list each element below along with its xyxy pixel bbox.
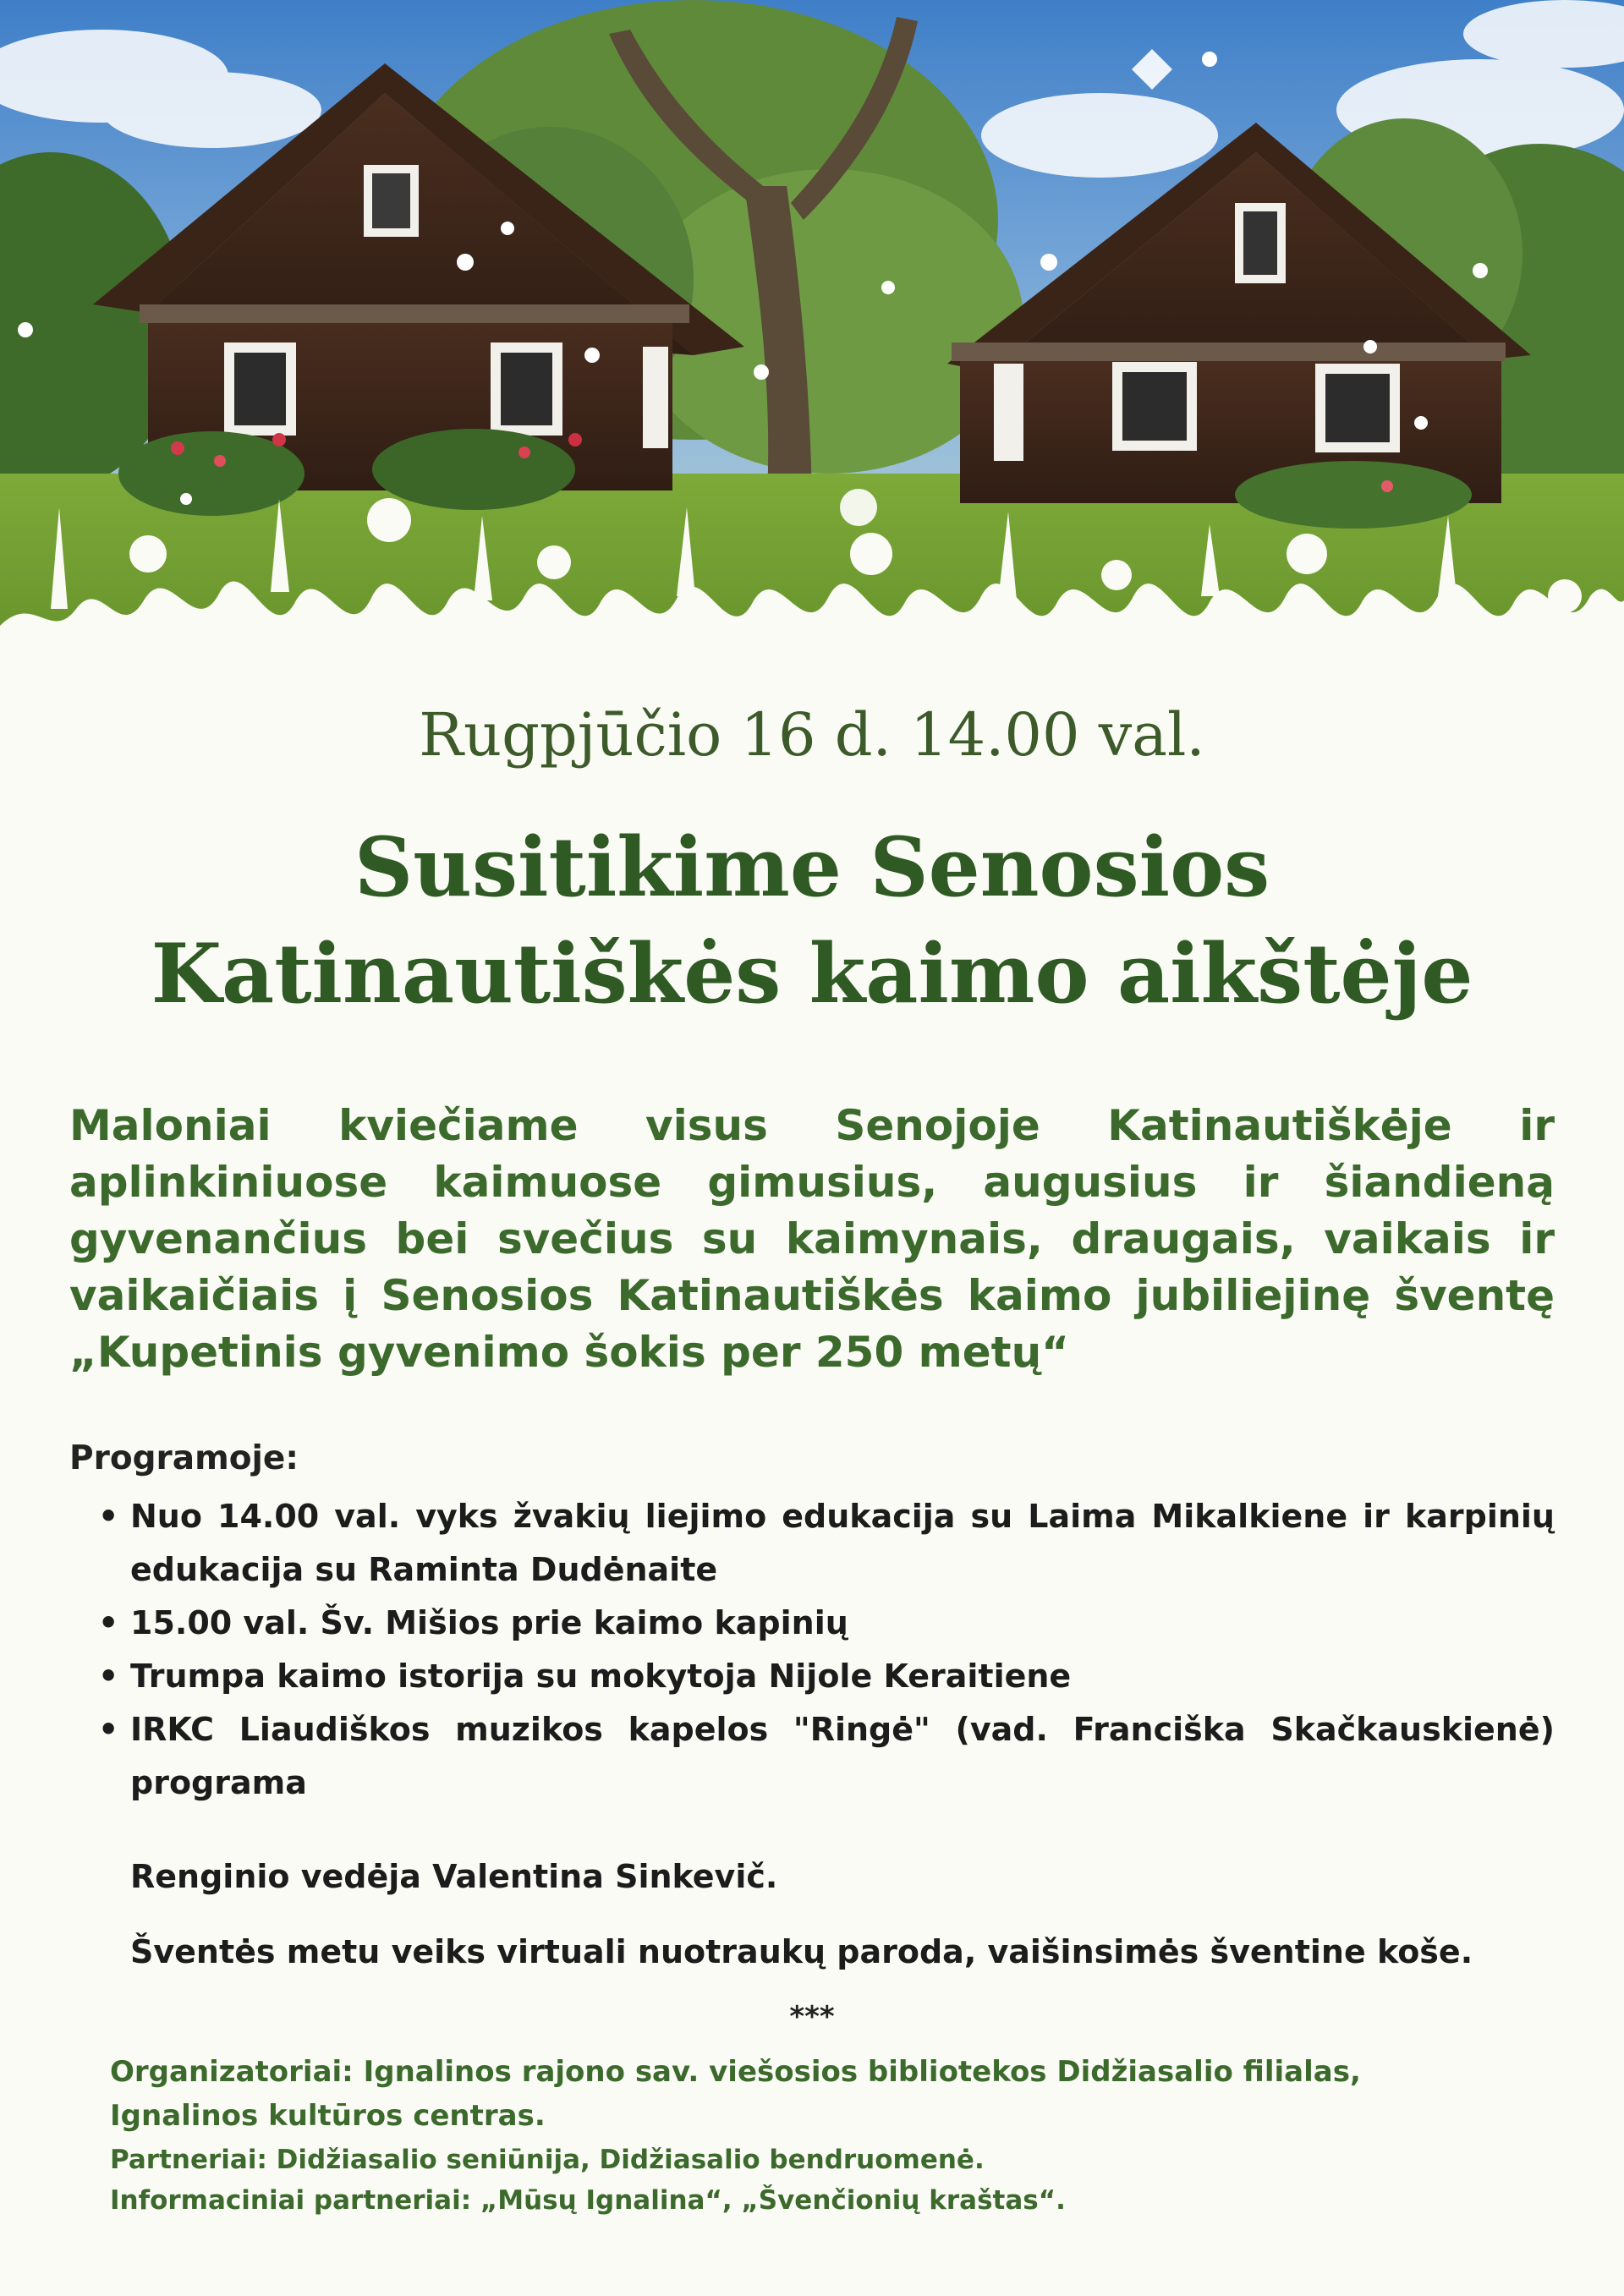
bullet-icon: • bbox=[98, 1711, 119, 1748]
program-item-text: Trumpa kaimo istorija su mokytoja Nijole Keraitiene bbox=[130, 1658, 1072, 1695]
bullet-icon: • bbox=[98, 1658, 119, 1695]
invitation-text: Maloniai kviečiame visus Senojoje Katinautiškėje ir aplinkiniuose kaimuose gimusius, augusius ir šiandieną gyvenančius bei svečius su kaimynais, draugais, vaikais ir vaikaičiais į Senosios Katinautiškės kaimo jubiliejinę šventę „Kupetinis gyvenimo šokis per 250 metų“ bbox=[69, 1101, 1555, 1377]
program-item bbox=[98, 1597, 1555, 1650]
program-item bbox=[98, 1650, 1555, 1703]
bullet-icon: • bbox=[98, 1604, 119, 1641]
hero-image bbox=[0, 0, 1624, 719]
organizers-line-1: Organizatoriai: Ignalinos rajono sav. viešosios bibliotekos Didžiasalio filialas, bbox=[110, 2055, 1361, 2089]
title-line-2: Katinautiškės kaimo aikštėje bbox=[151, 926, 1473, 1022]
event-date: Rugpjūčio 16 d. 14.00 val. bbox=[419, 700, 1205, 770]
bullet-icon: • bbox=[98, 1498, 119, 1535]
program-item bbox=[98, 1703, 1555, 1810]
program-list bbox=[98, 1490, 1555, 1810]
organizers-line-2: Ignalinos kultūros centras. bbox=[110, 2099, 546, 2133]
title-line-1: Susitikime Senosios bbox=[354, 819, 1270, 915]
page-title bbox=[0, 814, 1624, 1027]
program-item bbox=[98, 1490, 1555, 1597]
info-partners: Informaciniai partneriai: „Mūsų Ignalina“, „Švenčionių kraštas“. bbox=[110, 2185, 1066, 2216]
event-host: Renginio vedėja Valentina Sinkevič. bbox=[130, 1858, 778, 1895]
program-heading: Programoje: bbox=[69, 1439, 299, 1477]
partners: Partneriai: Didžiasalio seniūnija, Didžiasalio bendruomenė. bbox=[110, 2145, 985, 2175]
program-item-text: Nuo 14.00 val. vyks žvakių liejimo edukacija su Laima Mikalkiene ir karpinių edukacija su Raminta Dudėnaite bbox=[130, 1498, 1555, 1588]
program-item-text: IRKC Liaudiškos muzikos kapelos "Ringė" (vad. Franciška Skačkauskienė) programa bbox=[130, 1711, 1555, 1801]
program-item-text: 15.00 val. Šv. Mišios prie kaimo kapinių bbox=[130, 1604, 848, 1641]
event-extra-info: Šventės metu veiks virtuali nuotraukų paroda, vaišinsimės šventine koše. bbox=[130, 1933, 1473, 1970]
separator: *** bbox=[789, 2000, 835, 2034]
